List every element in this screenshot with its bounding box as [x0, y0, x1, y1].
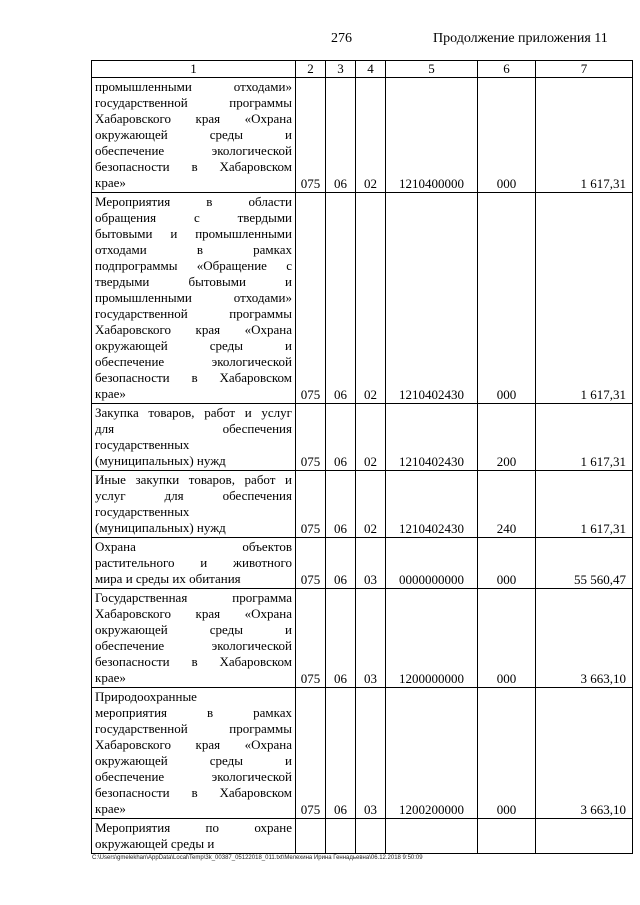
description-line: окружающей среды и — [95, 338, 292, 353]
description-line: окружающей среды и — [95, 622, 292, 637]
description-line: государственной программы — [95, 306, 292, 321]
description-line: обращения с твердыми — [95, 210, 292, 225]
continuation-label: Продолжение приложения 11 — [433, 31, 608, 46]
section-code: 06 — [326, 538, 356, 589]
description-line: крае» — [95, 801, 126, 816]
ministry-code: 075 — [296, 404, 326, 471]
row-description — [92, 538, 296, 589]
row-description — [92, 819, 296, 854]
subsection-code: 02 — [356, 193, 386, 404]
table-row — [92, 589, 633, 688]
page-number: 276 — [331, 31, 352, 46]
amount — [536, 819, 633, 854]
section-code: 06 — [326, 471, 356, 538]
section-code: 06 — [326, 404, 356, 471]
ministry-code: 075 — [296, 193, 326, 404]
amount: 1 617,31 — [536, 78, 633, 193]
table-row — [92, 404, 633, 471]
amount: 3 663,10 — [536, 589, 633, 688]
description-line: окружающей среды и — [95, 753, 292, 768]
description-line: обеспечение экологической — [95, 354, 292, 369]
target-article-code: 1210402430 — [386, 471, 478, 538]
expense-type-code: 000 — [478, 688, 536, 819]
row-description — [92, 589, 296, 688]
description-line: мероприятия в рамках — [95, 705, 292, 720]
expense-type-code: 000 — [478, 78, 536, 193]
table-row — [92, 78, 633, 193]
column-header-2: 2 — [296, 61, 326, 78]
description-line: услуг для обеспечения — [95, 488, 292, 503]
expense-type-code: 000 — [478, 538, 536, 589]
ministry-code: 075 — [296, 538, 326, 589]
table-row — [92, 819, 633, 854]
description-line: обеспечение экологической — [95, 769, 292, 784]
target-article-code: 1210402430 — [386, 193, 478, 404]
description-line: Хабаровского края «Охрана — [95, 737, 292, 752]
amount: 1 617,31 — [536, 471, 633, 538]
column-header-7: 7 — [536, 61, 633, 78]
amount: 3 663,10 — [536, 688, 633, 819]
description-line: Мероприятия в области — [95, 194, 292, 209]
description-line: обеспечение экологической — [95, 638, 292, 653]
subsection-code: 02 — [356, 404, 386, 471]
description-line: окружающей среды и — [95, 836, 215, 851]
description-line: крае» — [95, 670, 126, 685]
ministry-code: 075 — [296, 471, 326, 538]
description-line: Мероприятия по охране — [95, 820, 292, 835]
description-line: Государственная программа — [95, 590, 292, 605]
description-line: государственной программы — [95, 721, 292, 736]
description-line: крае» — [95, 175, 126, 190]
subsection-code — [356, 819, 386, 854]
subsection-code: 03 — [356, 688, 386, 819]
description-line: Природоохранные — [95, 689, 197, 704]
description-line: окружающей среды и — [95, 127, 292, 142]
subsection-code: 02 — [356, 78, 386, 193]
subsection-code: 02 — [356, 471, 386, 538]
description-line: крае» — [95, 386, 126, 401]
ministry-code: 075 — [296, 688, 326, 819]
header-row — [92, 61, 633, 78]
description-line: обеспечение экологической — [95, 143, 292, 158]
table-row — [92, 538, 633, 589]
table-row — [92, 193, 633, 404]
section-code — [326, 819, 356, 854]
column-header-1: 1 — [92, 61, 296, 78]
ministry-code: 075 — [296, 78, 326, 193]
description-line: безопасности в Хабаровском — [95, 159, 292, 174]
expense-type-code: 240 — [478, 471, 536, 538]
table-row — [92, 471, 633, 538]
column-header-3: 3 — [326, 61, 356, 78]
description-line: подпрограммы «Обращение с — [95, 258, 292, 273]
description-line: отходами в рамках — [95, 242, 292, 257]
column-header-6: 6 — [478, 61, 536, 78]
description-line: Иные закупки товаров, работ и — [95, 472, 292, 487]
description-line: Хабаровского края «Охрана — [95, 606, 292, 621]
row-description — [92, 688, 296, 819]
row-description — [92, 404, 296, 471]
section-code: 06 — [326, 78, 356, 193]
budget-table — [91, 60, 633, 854]
footer-path: C:\Users\gmelekhan\AppData\Local\Temp\3k_00387_05122018_011.txt\Мелехина Ирина Геннадьевна\06.12.2018 9:50:09 — [92, 855, 423, 861]
section-code: 06 — [326, 193, 356, 404]
section-code: 06 — [326, 589, 356, 688]
description-line: (муниципальных) нужд — [95, 453, 226, 468]
description-line: Закупка товаров, работ и услуг — [95, 405, 292, 420]
subsection-code: 03 — [356, 538, 386, 589]
target-article-code: 1200200000 — [386, 688, 478, 819]
description-line: Хабаровского края «Охрана — [95, 111, 292, 126]
table-body — [92, 78, 633, 854]
description-line: промышленными отходами» — [95, 290, 292, 305]
amount: 55 560,47 — [536, 538, 633, 589]
expense-type-code: 000 — [478, 193, 536, 404]
target-article-code: 0000000000 — [386, 538, 478, 589]
ministry-code — [296, 819, 326, 854]
expense-type-code: 200 — [478, 404, 536, 471]
description-line: промышленными отходами» — [95, 79, 292, 94]
description-line: безопасности в Хабаровском — [95, 654, 292, 669]
table-row — [92, 688, 633, 819]
amount: 1 617,31 — [536, 193, 633, 404]
description-line: Охрана объектов — [95, 539, 292, 554]
target-article-code: 1210402430 — [386, 404, 478, 471]
description-line: для обеспечения — [95, 421, 292, 436]
section-code: 06 — [326, 688, 356, 819]
description-line: безопасности в Хабаровском — [95, 785, 292, 800]
target-article-code: 1210400000 — [386, 78, 478, 193]
expense-type-code — [478, 819, 536, 854]
row-description — [92, 193, 296, 404]
target-article-code: 1200000000 — [386, 589, 478, 688]
column-header-4: 4 — [356, 61, 386, 78]
description-line: твердыми бытовыми и — [95, 274, 292, 289]
description-line: государственных — [95, 504, 190, 519]
row-description — [92, 78, 296, 193]
row-description — [92, 471, 296, 538]
description-line: Хабаровского края «Охрана — [95, 322, 292, 337]
column-header-5: 5 — [386, 61, 478, 78]
description-line: безопасности в Хабаровском — [95, 370, 292, 385]
description-line: бытовыми и промышленными — [95, 226, 292, 241]
amount: 1 617,31 — [536, 404, 633, 471]
target-article-code — [386, 819, 478, 854]
description-line: растительного и животного — [95, 555, 292, 570]
expense-type-code: 000 — [478, 589, 536, 688]
description-line: государственных — [95, 437, 190, 452]
description-line: мира и среды их обитания — [95, 571, 241, 586]
ministry-code: 075 — [296, 589, 326, 688]
description-line: (муниципальных) нужд — [95, 520, 226, 535]
subsection-code: 03 — [356, 589, 386, 688]
description-line: государственной программы — [95, 95, 292, 110]
